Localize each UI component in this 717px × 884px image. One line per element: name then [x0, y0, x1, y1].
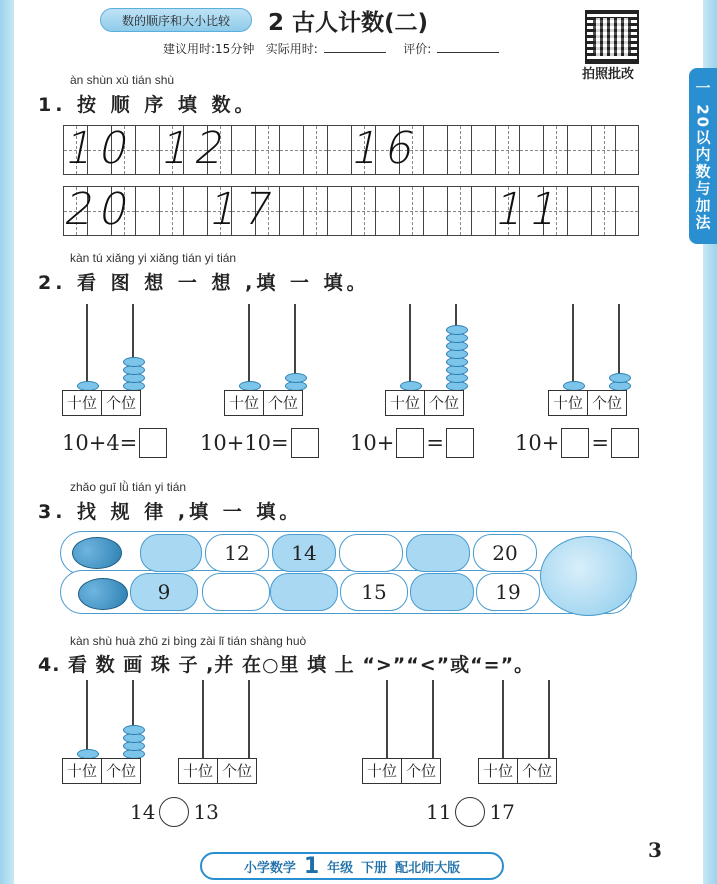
- grid-cell[interactable]: [543, 125, 567, 175]
- ones-bead: [123, 725, 145, 735]
- grid-cell[interactable]: [159, 186, 183, 236]
- tens-rod: [572, 304, 574, 390]
- ones-label: 个位: [101, 759, 140, 783]
- qr-code[interactable]: [585, 10, 639, 64]
- place-value-box: [224, 390, 303, 416]
- answer-box[interactable]: [611, 428, 639, 458]
- compare-1-left: 14: [130, 800, 156, 824]
- seq-bubble[interactable]: 20: [473, 534, 537, 572]
- tens-label: 十位: [390, 394, 421, 412]
- q2-eq-1-left: 10+4=: [62, 431, 138, 455]
- q2-eq-2: [200, 428, 321, 458]
- tens-rod: [86, 304, 88, 390]
- grid-cell[interactable]: [423, 186, 447, 236]
- fish-icon: [78, 578, 128, 610]
- ones-rod: [432, 680, 434, 758]
- q1-title: 1. 按 顺 序 填 数。: [38, 94, 258, 116]
- answer-box[interactable]: [139, 428, 167, 458]
- place-value-box: [478, 758, 557, 784]
- place-value-box: [62, 390, 141, 416]
- q2-title: 2. 看 图 想 一 想 ,填 一 填。: [38, 272, 370, 294]
- footer-grade-label: 年级: [327, 860, 354, 876]
- q1-r2-n1: 20: [60, 184, 140, 235]
- qr-label: 拍照批改: [582, 67, 635, 82]
- eval-line[interactable]: [437, 52, 499, 53]
- time-meta: [163, 40, 505, 57]
- q2-eq-3: [350, 428, 476, 458]
- q1-pinyin: àn shùn xù tián shù: [70, 73, 175, 87]
- seq-bubble[interactable]: [202, 573, 270, 611]
- grid-cell[interactable]: [231, 125, 255, 175]
- grid-cell[interactable]: [255, 125, 279, 175]
- place-value-box: [548, 390, 627, 416]
- ones-label: 个位: [101, 391, 140, 415]
- compare-2-right: 17: [489, 800, 515, 824]
- compare-circle[interactable]: [159, 797, 189, 827]
- ones-bead: [446, 325, 468, 335]
- q2-eq-4-left: 10+: [515, 431, 560, 455]
- seq-bubble[interactable]: 9: [130, 573, 198, 611]
- compare-circle[interactable]: [455, 797, 485, 827]
- ones-label: 个位: [263, 391, 302, 415]
- ones-label: 个位: [217, 759, 256, 783]
- compare-1-right: 13: [193, 800, 219, 824]
- grid-cell[interactable]: [591, 125, 615, 175]
- compare-2: [426, 797, 515, 827]
- fish-icon: [72, 537, 122, 569]
- compare-1: [130, 797, 219, 827]
- grid-cell[interactable]: [351, 186, 375, 236]
- q1-r1-n1: 10: [60, 123, 140, 174]
- actual-time-label: 实际用时:: [265, 42, 318, 56]
- grid-cell[interactable]: [615, 125, 639, 175]
- category-pill: 数的顺序和大小比较: [100, 8, 252, 32]
- tens-rod: [86, 680, 88, 758]
- q4-title: 4. 看 数 画 珠 子 ,并 在○里 填 上 “>”“<”或“=”。: [38, 654, 535, 676]
- grid-cell[interactable]: [303, 186, 327, 236]
- grid-cell[interactable]: [399, 186, 423, 236]
- ones-bead: [285, 373, 307, 383]
- left-border: [0, 0, 14, 884]
- footer-subject: 小学数学: [243, 860, 296, 876]
- q1-r1-n2: 12: [156, 123, 236, 174]
- seq-bubble[interactable]: 19: [476, 573, 540, 611]
- grid-cell[interactable]: [135, 186, 159, 236]
- answer-box[interactable]: [561, 428, 589, 458]
- eval-label: 评价:: [403, 42, 432, 56]
- grid-cell[interactable]: [495, 125, 519, 175]
- answer-box[interactable]: [291, 428, 319, 458]
- grid-cell[interactable]: [327, 186, 351, 236]
- grid-cell[interactable]: [279, 186, 303, 236]
- seq-bubble[interactable]: 15: [340, 573, 408, 611]
- grid-cell[interactable]: [135, 125, 159, 175]
- q1-r2-n2: 17: [204, 184, 284, 235]
- grid-cell[interactable]: [423, 125, 447, 175]
- tens-label: 十位: [367, 762, 398, 780]
- tens-rod: [409, 304, 411, 390]
- q4-pinyin: kàn shù huà zhū zi bìng zài lǐ tián shàng huò: [70, 634, 307, 648]
- footer-edition: 配北师大版: [395, 860, 461, 876]
- seq-bubble[interactable]: [140, 534, 202, 572]
- ones-rod: [548, 680, 550, 758]
- seq-bubble[interactable]: [406, 534, 470, 572]
- ones-label: 个位: [587, 391, 626, 415]
- ones-label: 个位: [401, 759, 440, 783]
- grid-cell[interactable]: [375, 186, 399, 236]
- q3-pinyin: zhǎo guī lǜ tián yi tián: [70, 480, 187, 494]
- q2-eq-1: [62, 428, 169, 458]
- page-number: 3: [648, 838, 662, 862]
- chapter-tab: 一 20以内数与加法: [689, 68, 717, 244]
- tens-label: 十位: [229, 394, 260, 412]
- ones-label: 个位: [424, 391, 463, 415]
- q1-r2-n3: 11: [490, 184, 570, 235]
- grid-cell[interactable]: [183, 186, 207, 236]
- q2-eq-3-mid: =: [426, 431, 444, 455]
- grid-cell[interactable]: [471, 125, 495, 175]
- tens-label: 十位: [67, 394, 98, 412]
- tens-label: 十位: [183, 762, 214, 780]
- tens-rod: [248, 304, 250, 390]
- q2-eq-4: [515, 428, 641, 458]
- tens-rod: [386, 680, 388, 758]
- grid-cell[interactable]: [519, 125, 543, 175]
- tens-label: 十位: [553, 394, 584, 412]
- seq-bubble[interactable]: 12: [205, 534, 269, 572]
- answer-box[interactable]: [396, 428, 424, 458]
- page-title: 2 古人计数(二): [268, 10, 429, 36]
- grid-cell[interactable]: [279, 125, 303, 175]
- grid-cell[interactable]: [615, 186, 639, 236]
- q2-eq-2-left: 10+10=: [200, 431, 289, 455]
- place-value-box: [178, 758, 257, 784]
- seq-bubble[interactable]: 14: [272, 534, 336, 572]
- place-value-box: [62, 758, 141, 784]
- q2-eq-3-left: 10+: [350, 431, 395, 455]
- ones-bead: [123, 357, 145, 367]
- footer-volume: 下册: [361, 860, 388, 876]
- grid-cell[interactable]: [303, 125, 327, 175]
- grid-cell[interactable]: [447, 186, 471, 236]
- footer-grade: 1: [303, 853, 320, 879]
- tens-rod: [202, 680, 204, 758]
- grid-cell[interactable]: [567, 125, 591, 175]
- place-value-box: [362, 758, 441, 784]
- grid-cell[interactable]: [591, 186, 615, 236]
- grid-cell[interactable]: [567, 186, 591, 236]
- answer-box[interactable]: [446, 428, 474, 458]
- tens-label: 十位: [67, 762, 98, 780]
- grid-cell[interactable]: [447, 125, 471, 175]
- tens-rod: [502, 680, 504, 758]
- footer-banner: [200, 852, 504, 880]
- seq-bubble[interactable]: [270, 573, 338, 611]
- suggest-time: 建议用时:15分钟: [163, 42, 255, 56]
- seq-bubble[interactable]: [339, 534, 403, 572]
- big-fish-icon: [540, 536, 637, 616]
- place-value-box: [385, 390, 464, 416]
- compare-2-left: 11: [426, 800, 452, 824]
- ones-label: 个位: [517, 759, 556, 783]
- q3-title: 3. 找 规 律 ,填 一 填。: [38, 501, 303, 523]
- q2-pinyin: kàn tú xiǎng yi xiǎng tián yi tián: [70, 251, 237, 265]
- ones-bead: [609, 373, 631, 383]
- tens-label: 十位: [483, 762, 514, 780]
- ones-rod: [248, 680, 250, 758]
- seq-bubble[interactable]: [410, 573, 474, 611]
- q1-r1-n3: 16: [346, 123, 426, 174]
- q2-eq-4-mid: =: [591, 431, 609, 455]
- actual-time-line[interactable]: [324, 52, 386, 53]
